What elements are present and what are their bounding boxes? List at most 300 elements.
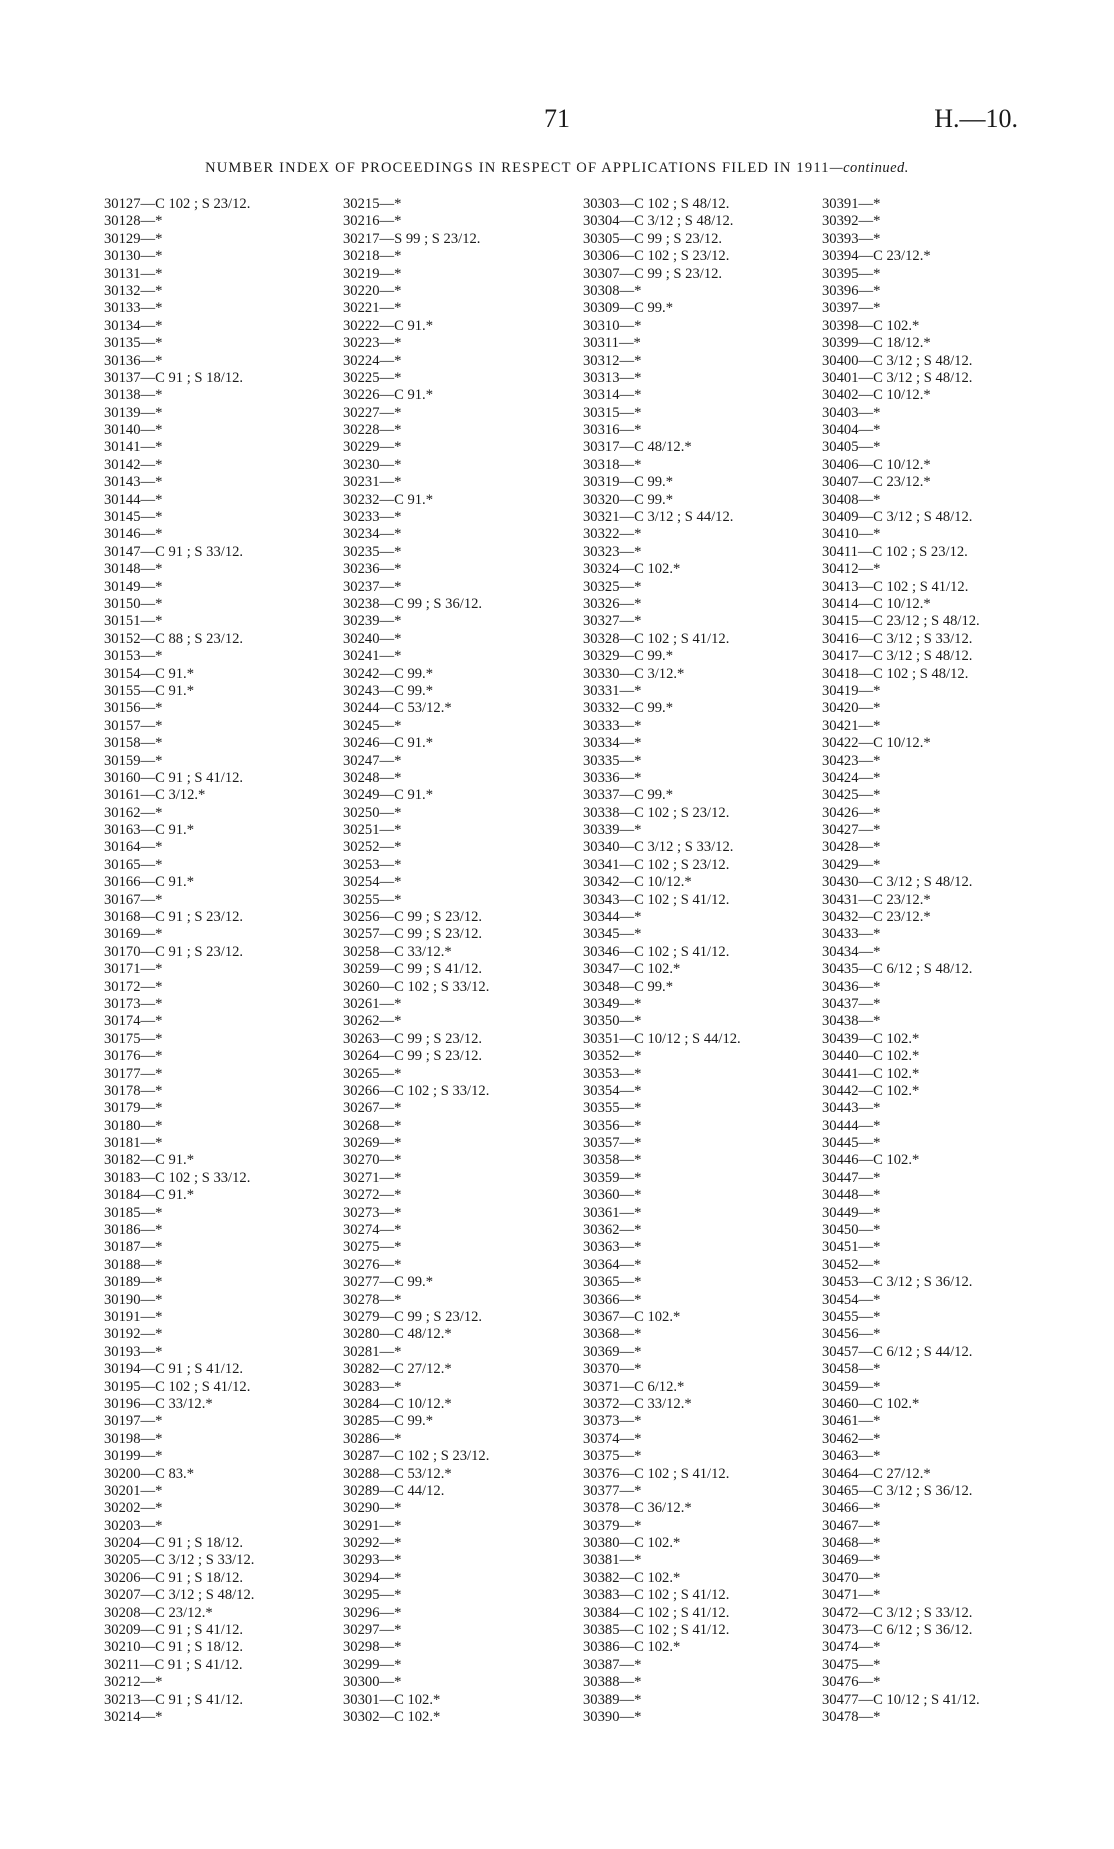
index-entry: 30408—* <box>822 491 881 508</box>
index-entry: 30339—* <box>583 822 642 839</box>
index-entry: 30128—* <box>104 213 163 230</box>
index-entry: 30188—* <box>104 1256 163 1273</box>
index-entry: 30293—* <box>343 1552 402 1569</box>
index-entry: 30328—C 102 ; S 41/12. <box>583 630 730 647</box>
index-entry: 30223—* <box>343 335 402 352</box>
index-entry: 30391—* <box>822 196 881 212</box>
index-entry: 30200—C 83.* <box>104 1465 194 1482</box>
index-entry: 30179—* <box>104 1100 163 1117</box>
index-entry: 30417—C 3/12 ; S 48/12. <box>822 648 973 665</box>
index-entry: 30418—C 102 ; S 48/12. <box>822 665 969 682</box>
index-entry: 30225—* <box>343 369 402 386</box>
index-entry: 30371—C 6/12.* <box>583 1378 685 1395</box>
index-entry: 30171—* <box>104 961 163 978</box>
index-entry: 30362—* <box>583 1222 642 1239</box>
index-entry: 30159—* <box>104 752 163 769</box>
index-entry: 30241—* <box>343 648 402 665</box>
index-entry: 30236—* <box>343 561 402 578</box>
index-entry: 30355—* <box>583 1100 642 1117</box>
index-entry: 30316—* <box>583 422 642 439</box>
index-entry: 30425—* <box>822 787 881 804</box>
index-entry: 30466—* <box>822 1500 881 1517</box>
index-entry: 30304—C 3/12 ; S 48/12. <box>583 213 734 230</box>
index-entry: 30163—C 91.* <box>104 822 194 839</box>
index-entry: 30463—* <box>822 1448 881 1465</box>
index-entry: 30456—* <box>822 1326 881 1343</box>
index-entry: 30368—* <box>583 1326 642 1343</box>
heading-main: NUMBER INDEX OF PROCEEDINGS IN RESPECT OF APPLICATIONS FILED IN 1911 <box>205 160 830 176</box>
index-entry: 30183—C 102 ; S 33/12. <box>104 1169 251 1186</box>
index-entry: 30152—C 88 ; S 23/12. <box>104 630 244 647</box>
index-entry: 30306—C 102 ; S 23/12. <box>583 248 730 265</box>
index-entry: 30366—* <box>583 1291 642 1308</box>
index-entry: 30289—C 44/12. <box>343 1482 445 1499</box>
index-entry: 30326—* <box>583 595 642 612</box>
index-entry: 30438—* <box>822 1013 881 1030</box>
index-entry: 30153—* <box>104 648 163 665</box>
index-entry: 30172—* <box>104 978 163 995</box>
index-entry: 30378—C 36/12.* <box>583 1500 692 1517</box>
index-entry: 30277—C 99.* <box>343 1274 433 1291</box>
index-entry: 30372—C 33/12.* <box>583 1395 692 1412</box>
index-entry: 30376—C 102 ; S 41/12. <box>583 1465 730 1482</box>
index-entry: 30167—* <box>104 891 163 908</box>
index-entry: 30284—C 10/12.* <box>343 1395 452 1412</box>
index-entry: 30132—* <box>104 282 163 299</box>
index-entry: 30309—C 99.* <box>583 300 673 317</box>
index-entry: 30292—* <box>343 1535 402 1552</box>
index-entry: 30416—C 3/12 ; S 33/12. <box>822 630 973 647</box>
index-entry: 30170—C 91 ; S 23/12. <box>104 943 244 960</box>
index-entry: 30197—* <box>104 1413 163 1430</box>
index-entry: 30176—* <box>104 1048 163 1065</box>
index-entry: 30422—C 10/12.* <box>822 735 931 752</box>
index-entry: 30162—* <box>104 804 163 821</box>
index-entry: 30358—* <box>583 1152 642 1169</box>
index-entry: 30344—* <box>583 909 642 926</box>
index-entry: 30345—* <box>583 926 642 943</box>
index-entry: 30398—C 102.* <box>822 317 920 334</box>
index-entry: 30397—* <box>822 300 881 317</box>
index-entry: 30429—* <box>822 856 881 873</box>
index-entry: 30214—* <box>104 1708 163 1725</box>
index-entry: 30278—* <box>343 1291 402 1308</box>
index-entry: 30143—* <box>104 474 163 491</box>
index-entry: 30175—* <box>104 1030 163 1047</box>
index-entry: 30268—* <box>343 1117 402 1134</box>
index-entry: 30477—C 10/12 ; S 41/12. <box>822 1691 980 1708</box>
index-entry: 30334—* <box>583 735 642 752</box>
index-entry: 30190—* <box>104 1291 163 1308</box>
index-entry: 30412—* <box>822 561 881 578</box>
index-entry: 30237—* <box>343 578 402 595</box>
index-entry: 30199—* <box>104 1448 163 1465</box>
index-entry: 30442—C 102.* <box>822 1082 920 1099</box>
index-entry: 30184—C 91.* <box>104 1187 194 1204</box>
index-entry: 30356—* <box>583 1117 642 1134</box>
index-entry: 30291—* <box>343 1517 402 1534</box>
index-entry: 30333—* <box>583 717 642 734</box>
index-entry: 30195—C 102 ; S 41/12. <box>104 1378 251 1395</box>
index-entry: 30149—* <box>104 578 163 595</box>
index-entry: 30282—C 27/12.* <box>343 1361 452 1378</box>
index-entry: 30340—C 3/12 ; S 33/12. <box>583 839 734 856</box>
index-entry: 30219—* <box>343 265 402 282</box>
index-entry: 30401—C 3/12 ; S 48/12. <box>822 369 973 386</box>
index-entry: 30285—C 99.* <box>343 1413 433 1430</box>
index-entry: 30239—* <box>343 613 402 630</box>
index-entry: 30360—* <box>583 1187 642 1204</box>
index-entry: 30287—C 102 ; S 23/12. <box>343 1448 490 1465</box>
index-entry: 30474—* <box>822 1639 881 1656</box>
index-entry: 30271—* <box>343 1169 402 1186</box>
index-column-3 <box>583 196 741 1726</box>
index-entry: 30156—* <box>104 700 163 717</box>
index-entry: 30248—* <box>343 769 402 786</box>
index-entry: 30373—* <box>583 1413 642 1430</box>
index-entry: 30312—* <box>583 352 642 369</box>
index-entry: 30434—* <box>822 943 881 960</box>
index-entry: 30364—* <box>583 1256 642 1273</box>
index-entry: 30232—C 91.* <box>343 491 433 508</box>
index-entry: 30189—* <box>104 1274 163 1291</box>
index-entry: 30259—C 99 ; S 41/12. <box>343 961 483 978</box>
index-entry: 30211—C 91 ; S 41/12. <box>104 1656 243 1673</box>
index-entry: 30415—C 23/12 ; S 48/12. <box>822 613 980 630</box>
index-entry: 30161—C 3/12.* <box>104 787 206 804</box>
page-heading <box>0 160 1114 177</box>
index-entry: 30137—C 91 ; S 18/12. <box>104 369 244 386</box>
index-entry: 30230—* <box>343 456 402 473</box>
index-entry: 30329—C 99.* <box>583 648 673 665</box>
index-entry: 30363—* <box>583 1239 642 1256</box>
index-entry: 30224—* <box>343 352 402 369</box>
index-entry: 30370—* <box>583 1361 642 1378</box>
index-entry: 30140—* <box>104 422 163 439</box>
index-entry: 30182—C 91.* <box>104 1152 194 1169</box>
index-entry: 30178—* <box>104 1082 163 1099</box>
index-entry: 30436—* <box>822 978 881 995</box>
index-entry: 30317—C 48/12.* <box>583 439 692 456</box>
index-entry: 30136—* <box>104 352 163 369</box>
index-entry: 30381—* <box>583 1552 642 1569</box>
index-entry: 30198—* <box>104 1430 163 1447</box>
index-entry: 30221—* <box>343 300 402 317</box>
index-entry: 30427—* <box>822 822 881 839</box>
index-entry: 30392—* <box>822 213 881 230</box>
index-entry: 30127—C 102 ; S 23/12. <box>104 196 251 212</box>
index-entry: 30231—* <box>343 474 402 491</box>
index-entry: 30314—* <box>583 387 642 404</box>
index-entry: 30315—* <box>583 404 642 421</box>
index-entry: 30379—* <box>583 1517 642 1534</box>
index-entry: 30464—C 27/12.* <box>822 1465 931 1482</box>
index-entry: 30138—* <box>104 387 163 404</box>
index-entry: 30295—* <box>343 1587 402 1604</box>
index-entry: 30347—C 102.* <box>583 961 681 978</box>
index-entry: 30413—C 102 ; S 41/12. <box>822 578 969 595</box>
index-entry: 30330—C 3/12.* <box>583 665 685 682</box>
index-entry: 30449—* <box>822 1204 881 1221</box>
index-entry: 30288—C 53/12.* <box>343 1465 452 1482</box>
index-entry: 30305—C 99 ; S 23/12. <box>583 230 723 247</box>
index-entry: 30254—* <box>343 874 402 891</box>
index-entry: 30150—* <box>104 595 163 612</box>
index-entry: 30303—C 102 ; S 48/12. <box>583 196 730 212</box>
index-entry: 30437—* <box>822 995 881 1012</box>
index-entry: 30146—* <box>104 526 163 543</box>
index-entry: 30257—C 99 ; S 23/12. <box>343 926 483 943</box>
index-entry: 30243—C 99.* <box>343 682 433 699</box>
index-entry: 30451—* <box>822 1239 881 1256</box>
index-entry: 30349—* <box>583 995 642 1012</box>
index-entry: 30302—C 102.* <box>343 1708 441 1725</box>
index-entry: 30145—* <box>104 509 163 526</box>
index-entry: 30352—* <box>583 1048 642 1065</box>
index-entry: 30157—* <box>104 717 163 734</box>
index-entry: 30454—* <box>822 1291 881 1308</box>
index-entry: 30443—* <box>822 1100 881 1117</box>
index-entry: 30380—C 102.* <box>583 1535 681 1552</box>
index-entry: 30209—C 91 ; S 41/12. <box>104 1622 244 1639</box>
index-entry: 30394—C 23/12.* <box>822 248 931 265</box>
index-entry: 30421—* <box>822 717 881 734</box>
index-entry: 30405—* <box>822 439 881 456</box>
index-entry: 30255—* <box>343 891 402 908</box>
index-entry: 30173—* <box>104 995 163 1012</box>
index-entry: 30180—* <box>104 1117 163 1134</box>
index-entry: 30453—C 3/12 ; S 36/12. <box>822 1274 973 1291</box>
index-entry: 30217—S 99 ; S 23/12. <box>343 230 481 247</box>
index-entry: 30319—C 99.* <box>583 474 673 491</box>
index-column-2 <box>343 196 489 1726</box>
index-entry: 30459—* <box>822 1378 881 1395</box>
index-entry: 30213—C 91 ; S 41/12. <box>104 1691 244 1708</box>
index-entry: 30129—* <box>104 230 163 247</box>
index-entry: 30246—C 91.* <box>343 735 433 752</box>
index-entry: 30461—* <box>822 1413 881 1430</box>
index-entry: 30193—* <box>104 1343 163 1360</box>
index-entry: 30158—* <box>104 735 163 752</box>
index-entry: 30185—* <box>104 1204 163 1221</box>
index-entry: 30407—C 23/12.* <box>822 474 931 491</box>
index-entry: 30242—C 99.* <box>343 665 433 682</box>
index-entry: 30357—* <box>583 1135 642 1152</box>
index-entry: 30286—* <box>343 1430 402 1447</box>
index-entry: 30365—* <box>583 1274 642 1291</box>
index-entry: 30428—* <box>822 839 881 856</box>
index-entry: 30374—* <box>583 1430 642 1447</box>
index-entry: 30375—* <box>583 1448 642 1465</box>
index-entry: 30455—* <box>822 1309 881 1325</box>
index-entry: 30409—C 3/12 ; S 48/12. <box>822 509 973 526</box>
index-entry: 30354—* <box>583 1082 642 1099</box>
index-entry: 30155—C 91.* <box>104 682 194 699</box>
index-entry: 30419—* <box>822 682 881 699</box>
index-entry: 30387—* <box>583 1656 642 1673</box>
index-entry: 30301—C 102.* <box>343 1691 441 1708</box>
index-entry: 30385—C 102 ; S 41/12. <box>583 1622 730 1639</box>
index-entry: 30253—* <box>343 856 402 873</box>
index-entry: 30462—* <box>822 1430 881 1447</box>
index-entry: 30212—* <box>104 1674 163 1691</box>
index-entry: 30201—* <box>104 1482 163 1499</box>
index-entry: 30393—* <box>822 230 881 247</box>
index-entry: 30281—* <box>343 1343 402 1360</box>
index-entry: 30130—* <box>104 248 163 265</box>
index-entry: 30448—* <box>822 1187 881 1204</box>
index-entry: 30234—* <box>343 526 402 543</box>
index-entry: 30168—C 91 ; S 23/12. <box>104 909 244 926</box>
index-entry: 30386—C 102.* <box>583 1639 681 1656</box>
index-entry: 30343—C 102 ; S 41/12. <box>583 891 730 908</box>
index-entry: 30283—* <box>343 1378 402 1395</box>
index-entry: 30203—* <box>104 1517 163 1534</box>
index-entry: 30215—* <box>343 196 402 212</box>
index-entry: 30395—* <box>822 265 881 282</box>
index-entry: 30144—* <box>104 491 163 508</box>
index-entry: 30308—* <box>583 282 642 299</box>
index-entry: 30332—C 99.* <box>583 700 673 717</box>
index-entry: 30435—C 6/12 ; S 48/12. <box>822 961 973 978</box>
index-column-1 <box>104 196 254 1726</box>
index-entry: 30262—* <box>343 1013 402 1030</box>
index-entry: 30476—* <box>822 1674 881 1691</box>
index-entry: 30252—* <box>343 839 402 856</box>
index-entry: 30452—* <box>822 1256 881 1273</box>
index-entry: 30187—* <box>104 1239 163 1256</box>
index-entry: 30263—C 99 ; S 23/12. <box>343 1030 483 1047</box>
index-entry: 30472—C 3/12 ; S 33/12. <box>822 1604 973 1621</box>
index-entry: 30164—* <box>104 839 163 856</box>
index-entry: 30250—* <box>343 804 402 821</box>
index-entry: 30298—* <box>343 1639 402 1656</box>
index-entry: 30383—C 102 ; S 41/12. <box>583 1587 730 1604</box>
index-entry: 30204—C 91 ; S 18/12. <box>104 1535 244 1552</box>
index-entry: 30297—* <box>343 1622 402 1639</box>
index-entry: 30177—* <box>104 1065 163 1082</box>
index-entry: 30351—C 10/12 ; S 44/12. <box>583 1030 741 1047</box>
index-entry: 30377—* <box>583 1482 642 1499</box>
index-entry: 30465—C 3/12 ; S 36/12. <box>822 1482 973 1499</box>
index-entry: 30228—* <box>343 422 402 439</box>
index-entry: 30205—C 3/12 ; S 33/12. <box>104 1552 255 1569</box>
index-entry: 30276—* <box>343 1256 402 1273</box>
index-entry: 30208—C 23/12.* <box>104 1604 213 1621</box>
index-entry: 30390—* <box>583 1708 642 1725</box>
index-entry: 30260—C 102 ; S 33/12. <box>343 978 490 995</box>
index-entry: 30169—* <box>104 926 163 943</box>
index-entry: 30433—* <box>822 926 881 943</box>
index-entry: 30441—C 102.* <box>822 1065 920 1082</box>
index-entry: 30444—* <box>822 1117 881 1134</box>
index-entry: 30406—C 10/12.* <box>822 456 931 473</box>
index-entry: 30460—C 102.* <box>822 1395 920 1412</box>
index-entry: 30338—C 102 ; S 23/12. <box>583 804 730 821</box>
index-entry: 30249—C 91.* <box>343 787 433 804</box>
page-reference: H.—10. <box>934 104 1018 133</box>
index-entry: 30196—C 33/12.* <box>104 1395 213 1412</box>
index-entry: 30348—C 99.* <box>583 978 673 995</box>
index-entry: 30133—* <box>104 300 163 317</box>
index-entry: 30367—C 102.* <box>583 1309 681 1325</box>
index-entry: 30426—* <box>822 804 881 821</box>
index-entry: 30206—C 91 ; S 18/12. <box>104 1569 244 1586</box>
page-number: 71 <box>544 104 570 133</box>
index-entry: 30471—* <box>822 1587 881 1604</box>
index-entry: 30336—* <box>583 769 642 786</box>
index-entry: 30216—* <box>343 213 402 230</box>
index-entry: 30361—* <box>583 1204 642 1221</box>
index-entry: 30269—* <box>343 1135 402 1152</box>
index-entry: 30400—C 3/12 ; S 48/12. <box>822 352 973 369</box>
index-entry: 30431—C 23/12.* <box>822 891 931 908</box>
index-entry: 30210—C 91 ; S 18/12. <box>104 1639 244 1656</box>
index-entry: 30350—* <box>583 1013 642 1030</box>
index-entry: 30450—* <box>822 1222 881 1239</box>
index-entry: 30266—C 102 ; S 33/12. <box>343 1082 490 1099</box>
index-entry: 30247—* <box>343 752 402 769</box>
index-entry: 30233—* <box>343 509 402 526</box>
index-entry: 30430—C 3/12 ; S 48/12. <box>822 874 973 891</box>
index-entry: 30346—C 102 ; S 41/12. <box>583 943 730 960</box>
index-entry: 30310—* <box>583 317 642 334</box>
index-entry: 30148—* <box>104 561 163 578</box>
index-entry: 30335—* <box>583 752 642 769</box>
index-entry: 30446—C 102.* <box>822 1152 920 1169</box>
index-entry: 30139—* <box>104 404 163 421</box>
index-entry: 30320—C 99.* <box>583 491 673 508</box>
index-entry: 30240—* <box>343 630 402 647</box>
index-entry: 30135—* <box>104 335 163 352</box>
index-entry: 30447—* <box>822 1169 881 1186</box>
index-entry: 30321—C 3/12 ; S 44/12. <box>583 509 734 526</box>
index-entry: 30473—C 6/12 ; S 36/12. <box>822 1622 973 1639</box>
index-entry: 30402—C 10/12.* <box>822 387 931 404</box>
index-entry: 30337—C 99.* <box>583 787 673 804</box>
index-entry: 30323—* <box>583 543 642 560</box>
index-entry: 30300—* <box>343 1674 402 1691</box>
index-entry: 30238—C 99 ; S 36/12. <box>343 595 483 612</box>
index-entry: 30261—* <box>343 995 402 1012</box>
index-entry: 30439—C 102.* <box>822 1030 920 1047</box>
index-entry: 30280—C 48/12.* <box>343 1326 452 1343</box>
index-entry: 30389—* <box>583 1691 642 1708</box>
index-entry: 30258—C 33/12.* <box>343 943 452 960</box>
index-entry: 30279—C 99 ; S 23/12. <box>343 1309 483 1325</box>
index-entry: 30218—* <box>343 248 402 265</box>
index-entry: 30202—* <box>104 1500 163 1517</box>
index-entry: 30256—C 99 ; S 23/12. <box>343 909 483 926</box>
index-entry: 30160—C 91 ; S 41/12. <box>104 769 244 786</box>
index-entry: 30468—* <box>822 1535 881 1552</box>
index-entry: 30131—* <box>104 265 163 282</box>
index-entry: 30353—* <box>583 1065 642 1082</box>
index-entry: 30165—* <box>104 856 163 873</box>
index-entry: 30166—C 91.* <box>104 874 194 891</box>
index-entry: 30311—* <box>583 335 641 352</box>
index-entry: 30186—* <box>104 1222 163 1239</box>
index-entry: 30307—C 99 ; S 23/12. <box>583 265 723 282</box>
index-entry: 30154—C 91.* <box>104 665 194 682</box>
index-entry: 30275—* <box>343 1239 402 1256</box>
index-entry: 30457—C 6/12 ; S 44/12. <box>822 1343 973 1360</box>
index-entry: 30207—C 3/12 ; S 48/12. <box>104 1587 255 1604</box>
index-entry: 30432—C 23/12.* <box>822 909 931 926</box>
heading-continued: —continued. <box>829 160 909 176</box>
index-column-4 <box>822 196 980 1726</box>
index-entry: 30423—* <box>822 752 881 769</box>
